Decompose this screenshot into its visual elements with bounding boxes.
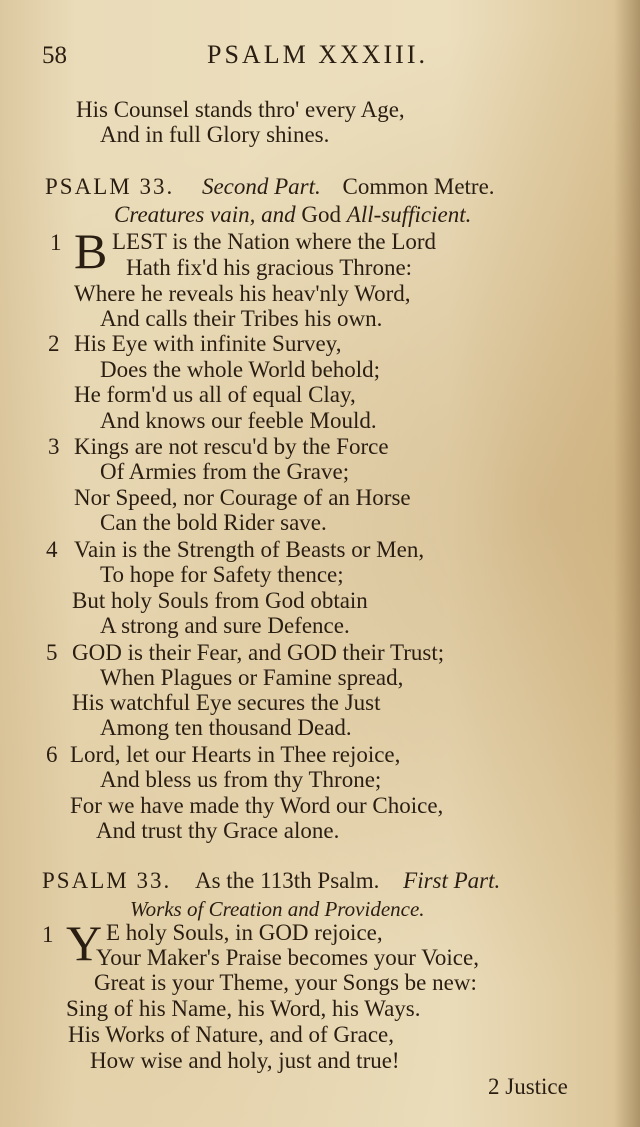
part2-subtitle-b: All-sufficient. (346, 202, 472, 227)
part2-verse-5-line-4: Among ten thousand Dead. (100, 715, 352, 740)
part2-heading-psalm: PSALM 33. (45, 174, 175, 199)
part2-verse-3-line-1: Kings are not rescu'd by the Force (74, 434, 389, 459)
part2-verse-2-number: 2 (48, 331, 60, 356)
part2-verse-4-line-4: A strong and sure Defence. (100, 613, 350, 638)
part2-verse-2-line-1: His Eye with infinite Survey, (74, 331, 342, 356)
part2-subtitle (114, 202, 471, 228)
part2-verse-1-line-2: Hath fix'd his gracious Throne: (126, 255, 413, 280)
part2-heading-metre: Common Metre. (342, 174, 495, 199)
part1-subtitle: Works of Creation and Providence. (130, 897, 425, 921)
part2-subtitle-god: God (301, 202, 342, 227)
part1-verse-1-line-6: How wise and holy, just and true! (90, 1048, 400, 1073)
part1-verse-1-line-2: Your Maker's Praise becomes your Voice, (96, 945, 479, 970)
continuation-line-2: And in full Glory shines. (100, 122, 330, 147)
part2-heading (45, 174, 605, 200)
part2-verse-3-line-3: Nor Speed, nor Courage of an Horse (74, 485, 411, 510)
part2-verse-2-line-2: Does the whole World behold; (100, 357, 381, 382)
part2-verse-4-line-2: To hope for Safety thence; (100, 562, 344, 587)
part2-verse-6-number: 6 (46, 742, 58, 767)
part1-heading-part: First Part. (403, 868, 501, 893)
part2-verse-1-number: 1 (50, 230, 62, 255)
part2-verse-6-line-3: For we have made thy Word our Choice, (70, 793, 444, 818)
continuation-line-1: His Counsel stands thro' every Age, (76, 97, 405, 122)
part1-verse-1-line-3: Great is your Theme, your Songs be new: (94, 970, 477, 995)
part1-heading-psalm: PSALM 33. (42, 868, 172, 893)
part2-verse-6-line-4: And trust thy Grace alone. (96, 818, 340, 843)
part1-heading (42, 868, 602, 894)
part2-verse-5-line-1: GOD is their Fear, and GOD their Trust; (72, 640, 445, 665)
page-number: 58 (42, 42, 67, 69)
running-head: PSALM XXXIII. (207, 40, 428, 69)
part2-verse-1-line-3: Where he reveals his heav'nly Word, (74, 281, 411, 306)
part2-verse-3-number: 3 (48, 434, 60, 459)
part2-verse-4-number: 4 (46, 537, 58, 562)
part1-drop-cap: Y (66, 915, 103, 971)
part1-verse-1-line-1: E holy Souls, in GOD rejoice, (106, 920, 383, 945)
catchword: 2 Justice (488, 1074, 568, 1099)
part2-subtitle-a: Creatures vain, and (114, 202, 296, 227)
part2-verse-3-line-4: Can the bold Rider save. (100, 510, 327, 535)
part2-verse-2-line-4: And knows our feeble Mould. (100, 408, 377, 433)
part2-verse-5-number: 5 (46, 640, 58, 665)
part2-verse-1-line-4: And calls their Tribes his own. (100, 306, 383, 331)
part2-verse-1-line-1: LEST is the Nation where the Lord (112, 229, 437, 254)
part2-verse-5-line-2: When Plagues or Famine spread, (100, 665, 404, 690)
part1-verse-1-line-5: His Works of Nature, and of Grace, (68, 1022, 395, 1047)
part2-heading-part: Second Part. (201, 174, 321, 199)
part2-verse-4-line-3: But holy Souls from God obtain (72, 588, 368, 613)
part2-verse-5-line-3: His watchful Eye secures the Just (72, 690, 381, 715)
part2-verse-2-line-3: He form'd us all of equal Clay, (74, 382, 356, 407)
part2-verse-3-line-2: Of Armies from the Grave; (100, 459, 350, 484)
part1-verse-1-number: 1 (42, 922, 54, 947)
part2-drop-cap: B (74, 223, 108, 279)
part1-verse-1-line-4: Sing of his Name, his Word, his Ways. (66, 996, 421, 1021)
part2-verse-6-line-1: Lord, let our Hearts in Thee rejoice, (70, 742, 401, 767)
part1-heading-tune: As the 113th Psalm. (194, 868, 380, 893)
part2-verse-4-line-1: Vain is the Strength of Beasts or Men, (74, 537, 425, 562)
part2-verse-6-line-2: And bless us from thy Throne; (100, 767, 382, 792)
